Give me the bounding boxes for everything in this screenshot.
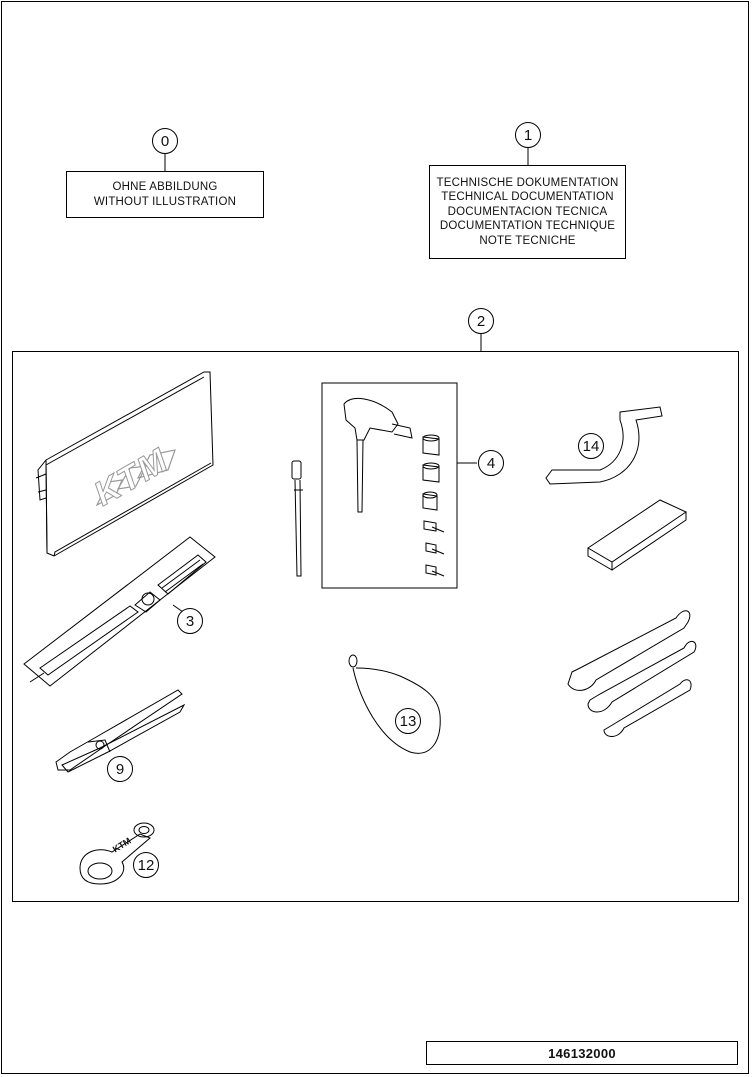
item-0-line-en: WITHOUT ILLUSTRATION bbox=[93, 195, 237, 208]
callout-2 bbox=[468, 308, 494, 334]
callout-3-number: 3 bbox=[185, 612, 195, 630]
item-1-line-en: TECHNICAL DOCUMENTATION bbox=[441, 191, 614, 204]
callout-12 bbox=[133, 852, 159, 878]
item-1-line-it: NOTE TECNICHE bbox=[479, 234, 576, 247]
callout-4-number: 4 bbox=[486, 454, 496, 472]
socket-set-box bbox=[322, 383, 457, 588]
hook-wrench-icon bbox=[546, 407, 662, 484]
part-number-box bbox=[426, 1041, 738, 1065]
callout-13 bbox=[395, 708, 421, 734]
socket-bits-icon bbox=[423, 435, 444, 576]
item-1-line-fr: DOCUMENTATION TECHNIQUE bbox=[439, 220, 616, 233]
callout-13-number: 13 bbox=[399, 712, 417, 730]
callout-9-number: 9 bbox=[115, 760, 125, 778]
cable-icon bbox=[349, 655, 440, 753]
callout-1-number: 1 bbox=[523, 126, 533, 144]
part-number-text: 146132000 bbox=[548, 1045, 616, 1061]
pouch-ktm-logo: KTM bbox=[87, 440, 176, 514]
callout-14-number: 14 bbox=[582, 437, 600, 455]
t-handle-wrench-icon bbox=[344, 398, 412, 512]
item-1-line-de: TECHNISCHE DOKUMENTATION bbox=[436, 176, 619, 189]
long-hex-key-icon bbox=[292, 461, 303, 576]
callout-14 bbox=[578, 433, 604, 459]
spanner-ktm-logo: KTM bbox=[110, 835, 133, 855]
callout-0-number: 0 bbox=[160, 132, 170, 150]
item-0-line-de: OHNE ABBILDUNG bbox=[112, 181, 218, 193]
open-end-wrenches-icon bbox=[568, 611, 696, 737]
callout-4 bbox=[478, 450, 504, 476]
callout-12-number: 12 bbox=[137, 856, 155, 874]
callout-9 bbox=[107, 756, 133, 782]
item-1-line-es: DOCUMENTACION TECNICA bbox=[447, 205, 608, 218]
callout-2-number: 2 bbox=[476, 312, 486, 330]
bar-tool-icon bbox=[588, 500, 686, 570]
callout-3 bbox=[177, 608, 203, 634]
